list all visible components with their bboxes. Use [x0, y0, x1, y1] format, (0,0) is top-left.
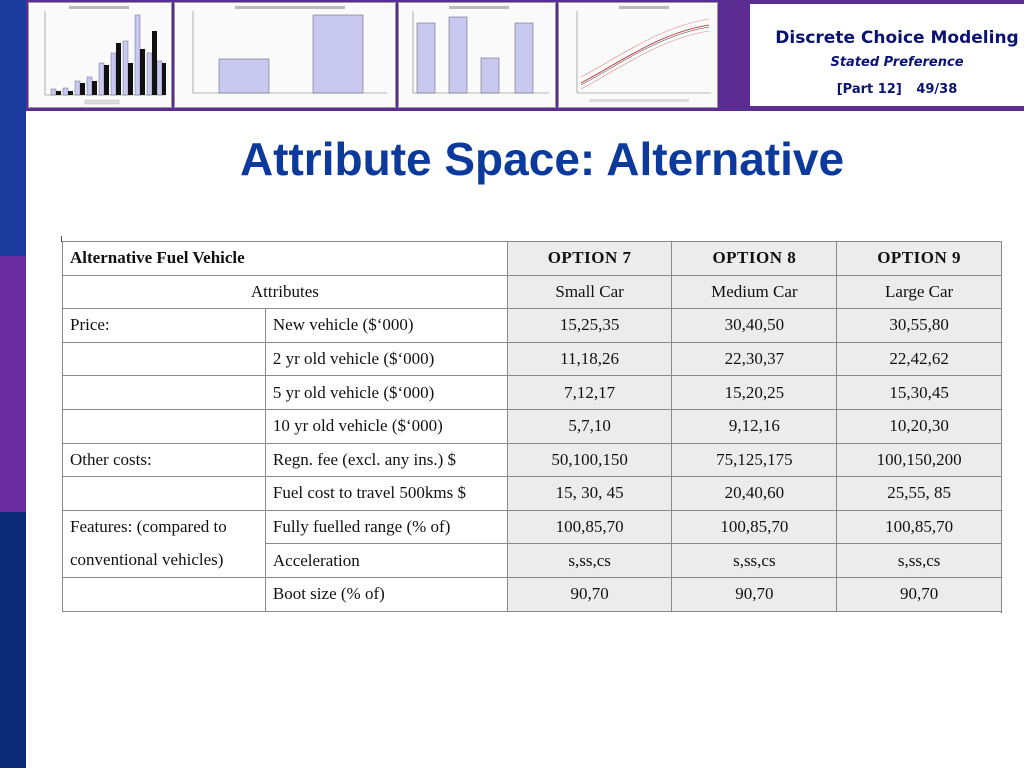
option-value-cell: 20,40,60: [672, 477, 837, 511]
table-row: [63, 477, 1002, 511]
option-value-cell: 9,12,16: [672, 409, 837, 443]
option-value-cell: 90,70: [672, 577, 837, 611]
option-value-cell: 100,85,70: [507, 510, 672, 544]
left-stripe-bottom: [0, 512, 26, 768]
group-cell: conventional vehicles): [63, 544, 266, 578]
attributes-row: [63, 275, 1002, 309]
option-value-cell: 22,30,37: [672, 342, 837, 376]
left-stripe-top: [0, 0, 26, 256]
slide-title: Attribute Space: Alternative: [239, 133, 845, 185]
part-indicator: [750, 82, 1024, 97]
attribute-cell: Acceleration: [265, 544, 507, 578]
page-number: 49/38: [916, 82, 958, 97]
car-size-cell: Small Car: [507, 275, 672, 309]
thumbnail-line-chart: [558, 2, 718, 108]
group-cell: [63, 409, 266, 443]
group-cell: Features: (compared to: [63, 510, 266, 544]
option-value-cell: 15,25,35: [507, 309, 672, 343]
attribute-cell: 5 yr old vehicle ($‘000): [265, 376, 507, 410]
course-title-box: [748, 2, 1024, 108]
option-value-cell: 100,150,200: [837, 443, 1002, 477]
table-row: [63, 342, 1002, 376]
table-header-row: [63, 242, 1002, 276]
option-value-cell: 10,20,30: [837, 409, 1002, 443]
option-value-cell: 30,55,80: [837, 309, 1002, 343]
attribute-cell: Fuel cost to travel 500kms $: [265, 477, 507, 511]
attribute-cell: 2 yr old vehicle ($‘000): [265, 342, 507, 376]
option-header: OPTION 8: [672, 242, 837, 276]
option-value-cell: 90,70: [507, 577, 672, 611]
attribute-cell: Boot size (% of): [265, 577, 507, 611]
group-cell: [63, 477, 266, 511]
group-cell: [63, 342, 266, 376]
thumbnail-bar-chart-2: [398, 2, 556, 108]
table-row: [63, 510, 1002, 544]
attribute-cell: Fully fuelled range (% of): [265, 510, 507, 544]
car-size-cell: Medium Car: [672, 275, 837, 309]
part-label: [Part 12]: [836, 82, 902, 97]
topic-subtitle: Stated Preference: [830, 55, 964, 70]
option-value-cell: 15, 30, 45: [507, 477, 672, 511]
left-stripe-middle: [0, 256, 26, 512]
option-value-cell: s,ss,cs: [507, 544, 672, 578]
option-value-cell: 50,100,150: [507, 443, 672, 477]
attribute-table: [62, 241, 1002, 612]
option-header: OPTION 9: [837, 242, 1002, 276]
car-size-cell: Large Car: [837, 275, 1002, 309]
table-row: [63, 309, 1002, 343]
table-row: [63, 376, 1002, 410]
option-value-cell: 25,55, 85: [837, 477, 1002, 511]
table-row: [63, 409, 1002, 443]
course-title: Discrete Choice Modeling: [775, 28, 1019, 48]
attribute-cell: New vehicle ($‘000): [265, 309, 507, 343]
attribute-cell: 10 yr old vehicle ($‘000): [265, 409, 507, 443]
group-cell: [63, 577, 266, 611]
option-value-cell: 100,85,70: [672, 510, 837, 544]
option-value-cell: 7,12,17: [507, 376, 672, 410]
thumbnail-bar-chart: [174, 2, 396, 108]
option-value-cell: 11,18,26: [507, 342, 672, 376]
option-value-cell: s,ss,cs: [672, 544, 837, 578]
option-value-cell: 90,70: [837, 577, 1002, 611]
option-value-cell: s,ss,cs: [837, 544, 1002, 578]
group-cell: Other costs:: [63, 443, 266, 477]
option-value-cell: 5,7,10: [507, 409, 672, 443]
option-value-cell: 15,20,25: [672, 376, 837, 410]
table-row: [63, 443, 1002, 477]
thumbnail-histogram-chart: [28, 2, 172, 108]
option-header: OPTION 7: [507, 242, 672, 276]
attributes-label: Attributes: [63, 275, 508, 309]
option-value-cell: 75,125,175: [672, 443, 837, 477]
option-value-cell: 15,30,45: [837, 376, 1002, 410]
table-row: [63, 544, 1002, 578]
table-header-label: Alternative Fuel Vehicle: [63, 242, 508, 276]
option-value-cell: 30,40,50: [672, 309, 837, 343]
attribute-cell: Regn. fee (excl. any ins.) $: [265, 443, 507, 477]
table-row: [63, 577, 1002, 611]
group-cell: Price:: [63, 309, 266, 343]
option-value-cell: 22,42,62: [837, 342, 1002, 376]
option-value-cell: 100,85,70: [837, 510, 1002, 544]
group-cell: [63, 376, 266, 410]
header-banner: [26, 0, 1024, 111]
